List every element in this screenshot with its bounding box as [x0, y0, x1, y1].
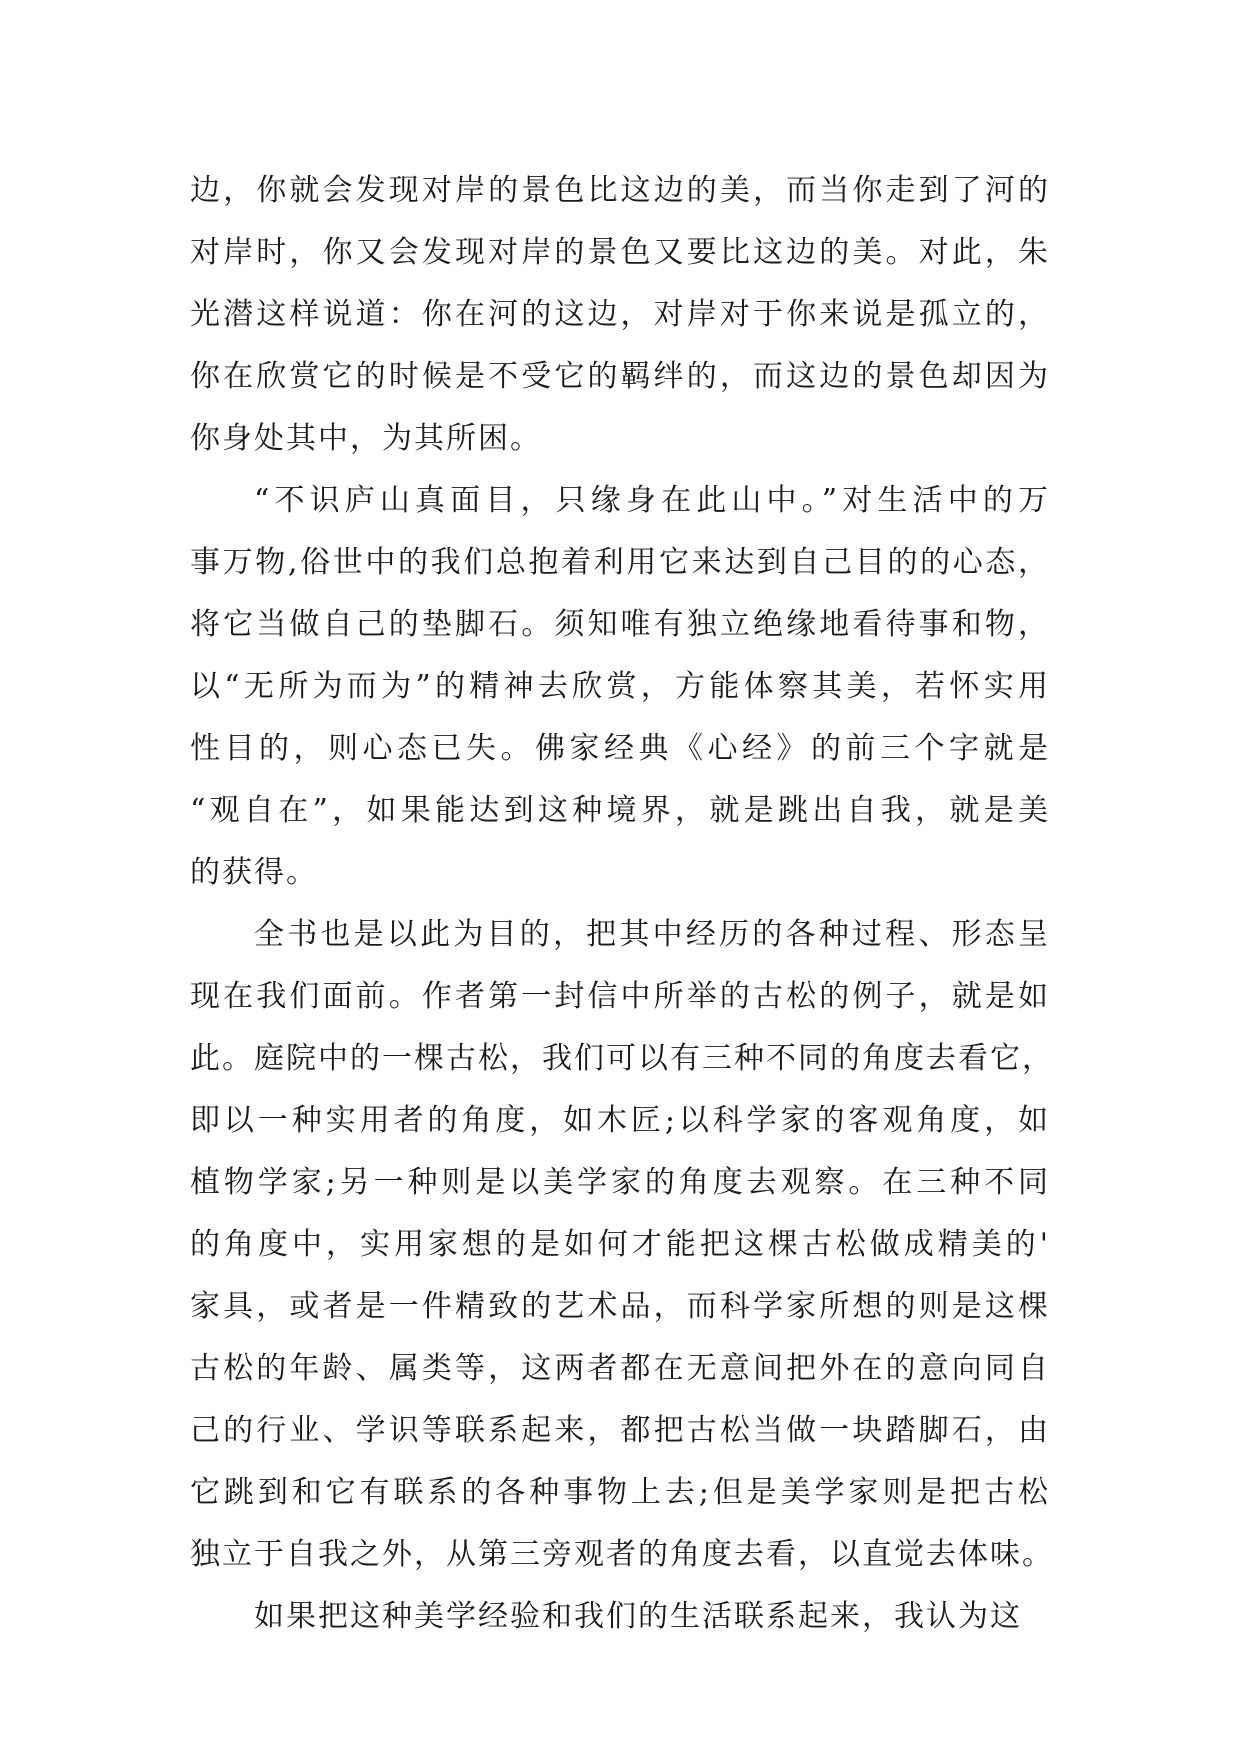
text-line: 你在欣赏它的时候是不受它的羁绊的，而这边的景色却因为 — [190, 359, 1050, 394]
text-line: 现在我们面前。作者第一封信中所举的古松的例子，就是如 — [190, 979, 1050, 1014]
text-line: 将它当做自己的垫脚石。须知唯有独立绝缘地看待事和物， — [190, 607, 1050, 642]
text-line: 事万物,俗世中的我们总抱着利用它来达到自己目的的心态， — [190, 545, 1050, 580]
paragraph-first-line: 全书也是以此为目的，把其中经历的各种过程、形态呈 — [254, 917, 1050, 952]
text-line: 你身处其中，为其所困。 — [190, 421, 542, 456]
body-text — [190, 160, 1054, 1648]
text-line: 边，你就会发现对岸的景色比这边的美，而当你走到了河的 — [190, 173, 1050, 208]
text-line: 此。庭院中的一棵古松，我们可以有三种不同的角度去看它， — [190, 1041, 1054, 1076]
text-line: 家具，或者是一件精致的艺术品，而科学家所想的则是这棵 — [190, 1289, 1050, 1324]
paragraph-first-line: “不识庐山真面目，只缘身在此山中。”对生活中的万 — [254, 483, 1050, 518]
text-line: 以“无所为而为”的精神去欣赏，方能体察其美，若怀实用 — [190, 669, 1050, 704]
text-line: “观自在”，如果能达到这种境界，就是跳出自我，就是美 — [190, 793, 1050, 828]
text-line: 对岸时，你又会发现对岸的景色又要比这边的美。对此，朱 — [190, 235, 1050, 270]
text-line: 古松的年龄、属类等，这两者都在无意间把外在的意向同自 — [190, 1351, 1050, 1386]
text-line: 独立于自我之外，从第三旁观者的角度去看，以直觉去体味。 — [190, 1537, 1054, 1572]
text-line: 植物学家;另一种则是以美学家的角度去观察。在三种不同 — [190, 1165, 1050, 1200]
text-line: 光潜这样说道：你在河的这边，对岸对于你来说是孤立的， — [190, 297, 1050, 332]
paragraph-first-line: 如果把这种美学经验和我们的生活联系起来，我认为这 — [254, 1599, 1022, 1634]
text-line: 的获得。 — [190, 855, 318, 890]
text-line: 性目的，则心态已失。佛家经典《心经》的前三个字就是 — [190, 731, 1050, 766]
text-line: 即以一种实用者的角度，如木匠;以科学家的客观角度，如 — [190, 1103, 1050, 1138]
text-line: 的角度中，实用家想的是如何才能把这棵古松做成精美的' — [190, 1227, 1050, 1262]
text-line: 它跳到和它有联系的各种事物上去;但是美学家则是把古松 — [190, 1475, 1050, 1510]
text-line: 己的行业、学识等联系起来，都把古松当做一块踏脚石，由 — [190, 1413, 1050, 1448]
